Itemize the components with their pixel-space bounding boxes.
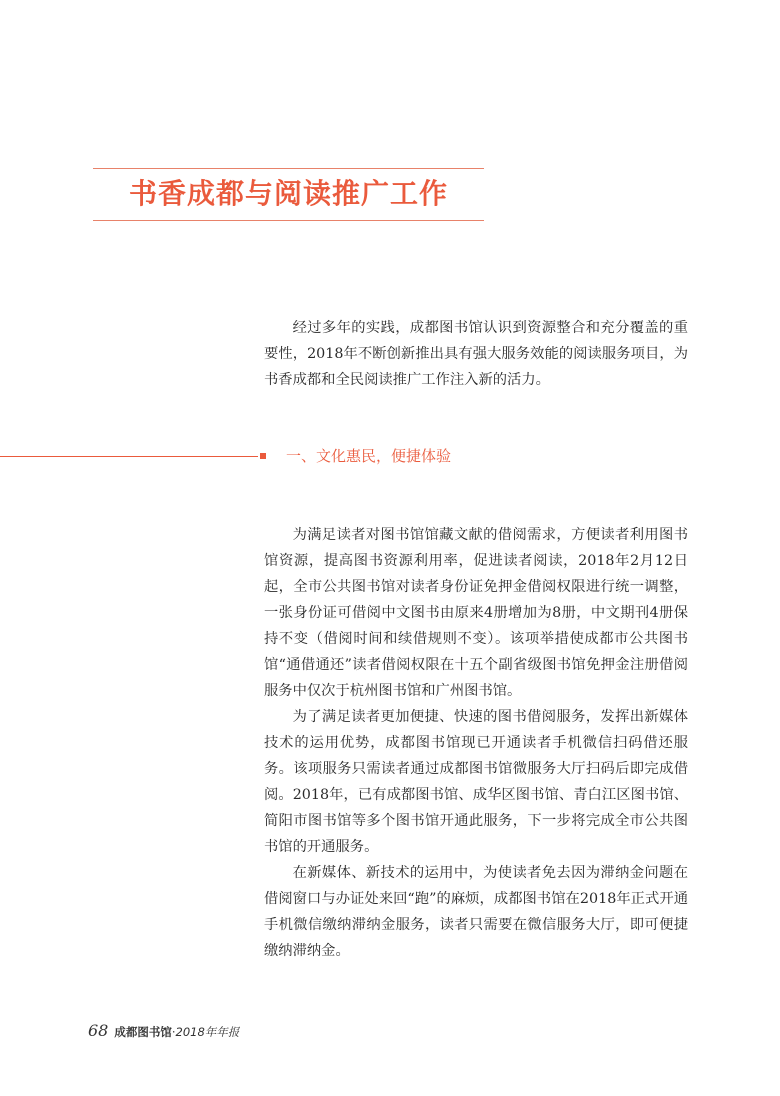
section-divider-line <box>0 456 258 457</box>
page-number: 68 <box>88 1021 109 1040</box>
body-paragraph: 为满足读者对图书馆馆藏文献的借阅需求，方便读者利用图书馆资源，提高图书资源利用率，促进读者阅读，2018年2月12日起，全市公共图书馆对读者身份证免押金借阅权限进行统一调整，一张身份证可借阅中文图书由原来4册增加为8册，中文期刊4册保持不变（借阅时间和续借规则不变）。该项举措使成都市公共图书馆“通借通还”读者借阅权限在十五个副省级图书馆免押金注册借阅服务中仅次于杭州图书馆和广州图书馆。 <box>264 527 688 699</box>
page-footer <box>88 1021 239 1041</box>
body-paragraph: 为了满足读者更加便捷、快速的图书借阅服务，发挥出新媒体技术的运用优势，成都图书馆现已开通读者手机微信扫码借还服务。该项服务只需读者通过成都图书馆微服务大厅扫码后即完成借阅。2018年，已有成都图书馆、成华区图书馆、青白江区图书馆、简阳市图书馆等多个图书馆开通此服务，下一步将完成全市公共图书馆的开通服务。 <box>264 709 688 855</box>
intro-paragraph: 经过多年的实践，成都图书馆认识到资源整合和充分覆盖的重要性，2018年不断创新推出具有强大服务效能的阅读服务项目，为书香成都和全民阅读推广工作注入新的活力。 <box>264 320 688 388</box>
footer-report-title: 2018年年报 <box>175 1025 240 1039</box>
body-paragraph: 在新媒体、新技术的运用中，为使读者免去因为滞纳金问题在借阅窗口与办证处来回“跑”的麻烦，成都图书馆在2018年正式开通手机微信缴纳滞纳金服务，读者只需要在微信服务大厅，即可便捷缴纳滞纳金。 <box>264 865 688 959</box>
title-bottom-rule <box>93 220 484 221</box>
title-top-rule <box>93 168 484 169</box>
footer-separator: · <box>171 1025 176 1039</box>
page-title: 书香成都与阅读推广工作 <box>128 177 448 210</box>
intro-block <box>264 315 688 393</box>
section-heading: 一、文化惠民，便捷体验 <box>286 447 452 465</box>
section-body <box>264 522 688 964</box>
footer-publication: 成都图书馆 <box>114 1025 172 1039</box>
section-bullet-square <box>260 453 266 459</box>
